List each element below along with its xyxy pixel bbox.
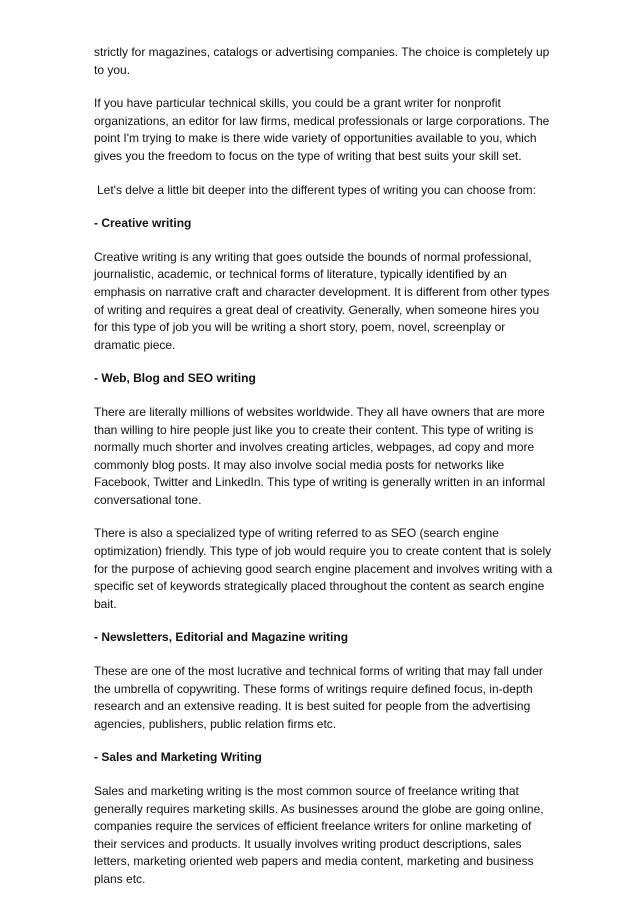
paragraph-creative-writing: Creative writing is any writing that goes outside the bounds of normal professional, journalistic, academic, or technical forms of literature, typically identified by an emphasis on narrative craft and character development. It is different from other types of writing and requires a great deal of creativity. Generally, when someone hires you for this type of job you will be writing a short story, poem, novel, screenplay or dramatic piece. <box>94 249 550 352</box>
heading-web-blog-seo: - Web, Blog and SEO writing <box>94 371 256 386</box>
heading-creative-writing: - Creative writing <box>94 216 192 231</box>
paragraph-delve-deeper: Let's delve a little bit deeper into the different types of writing you can choose from: <box>97 182 536 197</box>
paragraph-websites: There are literally millions of websites worldwide. They all have owners that are more than willing to hire people just like you to create their content. This type of writing is normally much shorter and involves creating articles, webpages, ad copy and more commonly blog posts. It may also involve social media posts for networks like Facebook, Twitter and LinkedIn. This type of writing is generally written in an informal conversational tone. <box>94 404 546 507</box>
paragraph-technical-skills: If you have particular technical skills, you could be a grant writer for nonprofit organizations, an editor for law firms, medical professionals or large corporations. The point I'm trying to make is there wide variety of opportunities available to you, which gives you the freedom to focus on the type of writing that best suits your skill set. <box>94 96 550 163</box>
heading-newsletters-editorial: - Newsletters, Editorial and Magazine writing <box>94 630 349 645</box>
paragraph-seo: There is also a specialized type of writing referred to as SEO (search engine optimization) friendly. This type of job would require you to create content that is solely for the purpose of achieving good search engine placement and involves writing with a specific set of keywords strategically placed throughout the content as search engine bait. <box>94 526 553 611</box>
paragraph-intro-continuation: strictly for magazines, catalogs or advertising companies. The choice is completely up to you. <box>94 45 550 77</box>
heading-sales-marketing: - Sales and Marketing Writing <box>94 750 262 765</box>
paragraph-sales-marketing: Sales and marketing writing is the most common source of freelance writing that generally requires marketing skills. As businesses around the globe are going online, companies require the services of efficient freelance writers for online marketing of their services and products. It usually involves writing product descriptions, sales letters, marketing oriented web papers and media content, marketing and business plans etc. <box>94 784 544 886</box>
document-page <box>94 44 554 905</box>
paragraph-newsletters: These are one of the most lucrative and technical forms of writing that may fall under the umbrella of copywriting. These forms of writings require defined focus, in-depth research and an extensive reading. It is best suited for people from the advertising agencies, publishers, public relation firms etc. <box>94 664 543 731</box>
